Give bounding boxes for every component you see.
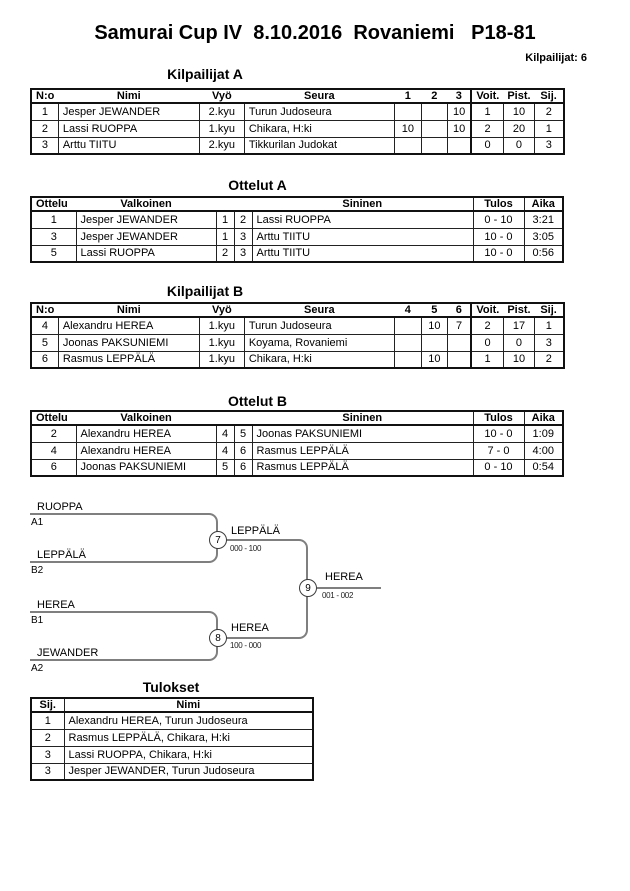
table-cell: Alexandru HEREA	[76, 425, 216, 442]
table-cell	[447, 334, 471, 351]
column-header: Sininen	[252, 411, 473, 425]
table-cell: 2	[234, 211, 252, 228]
table-cell: 0	[471, 334, 503, 351]
table-cell: 3	[535, 334, 564, 351]
table-cell: 2.kyu	[199, 137, 244, 154]
match-9-score: 001 - 002	[322, 591, 354, 600]
table-cell: 4:00	[524, 442, 563, 459]
table-cell: Arttu TIITU	[58, 137, 199, 154]
table-cell: Alexandru HEREA	[76, 442, 216, 459]
table-cell: Chikara, H:ki	[244, 351, 394, 368]
table-cell: Lassi RUOPPA	[252, 211, 473, 228]
table-cell: 1	[31, 712, 64, 729]
column-header: 6	[447, 303, 471, 317]
table-row	[31, 712, 313, 729]
table-cell: 1.kyu	[199, 120, 244, 137]
table-cell: Jesper JEWANDER	[76, 211, 216, 228]
bracket-slot-seed: A2	[31, 663, 44, 674]
table-cell: 0:56	[524, 245, 563, 262]
column-header: 3	[447, 89, 471, 103]
table-cell: 10	[503, 351, 534, 368]
table-cell: 10	[421, 317, 447, 334]
match-8-winner: HEREA	[231, 622, 269, 634]
table-cell: 1:09	[524, 425, 563, 442]
match-9-winner: HEREA	[325, 571, 363, 583]
table-row	[31, 729, 313, 746]
table-cell: Koyama, Rovaniemi	[244, 334, 394, 351]
match-9-circle: 9	[299, 579, 317, 597]
ottelut-b-table	[30, 410, 564, 477]
table-cell: Joonas PAKSUNIEMI	[76, 459, 216, 476]
table-cell	[394, 317, 421, 334]
column-header: Ottelu	[31, 197, 76, 211]
table-cell	[421, 120, 447, 137]
table-cell: 3	[234, 245, 252, 262]
tulokset-table	[30, 697, 314, 781]
table-cell	[394, 334, 421, 351]
column-header: Sij.	[31, 698, 64, 712]
column-header: N:o	[31, 89, 58, 103]
table-cell: 1	[216, 228, 234, 245]
table-cell	[421, 137, 447, 154]
column-header: Vyö	[199, 89, 244, 103]
column-header: Nimi	[58, 89, 199, 103]
table-cell: Rasmus LEPPÄLÄ, Chikara, H:ki	[64, 729, 313, 746]
table-cell: 4	[216, 442, 234, 459]
table-row	[31, 763, 313, 780]
section-title-tulokset: Tulokset	[142, 679, 200, 695]
table-row	[31, 351, 564, 368]
bracket-slot-name: HEREA	[37, 599, 75, 611]
table-cell	[394, 351, 421, 368]
table-cell: Alexandru HEREA	[58, 317, 199, 334]
column-header: Voit.	[471, 89, 503, 103]
table-cell: 10	[394, 120, 421, 137]
table-cell	[394, 103, 421, 120]
column-header: Aika	[524, 197, 563, 211]
table-cell: 3	[31, 763, 64, 780]
column-header: Nimi	[58, 303, 199, 317]
column-header: Valkoinen	[76, 411, 216, 425]
column-header: 5	[421, 303, 447, 317]
table-cell: Chikara, H:ki	[244, 120, 394, 137]
table-row	[31, 245, 563, 262]
table-cell: 1	[535, 317, 564, 334]
table-cell: 2.kyu	[199, 103, 244, 120]
table-cell: 1	[471, 351, 503, 368]
column-header: Aika	[524, 411, 563, 425]
table-row	[31, 211, 563, 228]
table-cell: 5	[234, 425, 252, 442]
column-header	[234, 197, 252, 211]
table-row	[31, 459, 563, 476]
table-cell: 3:05	[524, 228, 563, 245]
match-7-winner: LEPPÄLÄ	[231, 525, 280, 537]
column-header	[216, 411, 234, 425]
table-cell: Lassi RUOPPA	[58, 120, 199, 137]
table-cell: 10	[447, 120, 471, 137]
table-cell: Lassi RUOPPA, Chikara, H:ki	[64, 746, 313, 763]
column-header: Voit.	[471, 303, 503, 317]
table-cell: 5	[216, 459, 234, 476]
table-cell: 2	[535, 351, 564, 368]
table-cell: 3	[535, 137, 564, 154]
bracket-slot-seed: B1	[31, 615, 44, 626]
table-cell: 1.kyu	[199, 334, 244, 351]
table-cell: 17	[503, 317, 534, 334]
table-cell: Turun Judoseura	[244, 317, 394, 334]
kilpailijat-b-table	[30, 302, 565, 369]
table-cell: 10	[447, 103, 471, 120]
table-cell: 10 - 0	[473, 245, 524, 262]
table-row	[31, 317, 564, 334]
table-cell: 1	[535, 120, 564, 137]
section-title-ottelut-a: Ottelut A	[228, 177, 287, 193]
table-cell: 2	[31, 729, 64, 746]
bracket-slot-seed: B2	[31, 565, 44, 576]
table-cell	[447, 137, 471, 154]
match-7-circle: 7	[209, 531, 227, 549]
table-cell: 1.kyu	[199, 351, 244, 368]
table-row	[31, 334, 564, 351]
table-row	[31, 137, 564, 154]
table-cell: 3	[31, 137, 58, 154]
table-row	[31, 442, 563, 459]
column-header: N:o	[31, 303, 58, 317]
table-cell: 3	[234, 228, 252, 245]
match-8-score: 100 - 000	[230, 641, 262, 650]
column-header: 1	[394, 89, 421, 103]
table-cell: 2	[31, 120, 58, 137]
table-cell: 2	[471, 317, 503, 334]
table-cell: Rasmus LEPPÄLÄ	[252, 442, 473, 459]
table-cell	[421, 103, 447, 120]
table-cell: 7 - 0	[473, 442, 524, 459]
table-cell: 3	[31, 746, 64, 763]
bracket-slot-name: JEWANDER	[37, 647, 99, 659]
table-cell: 6	[234, 459, 252, 476]
column-header: Tulos	[473, 197, 524, 211]
column-header	[216, 197, 234, 211]
table-cell: 2	[216, 245, 234, 262]
section-title-ottelut-b: Ottelut B	[227, 393, 288, 409]
table-cell: 1.kyu	[199, 317, 244, 334]
table-cell: 10 - 0	[473, 228, 524, 245]
competitor-count-label: Kilpailijat: 6	[525, 52, 587, 64]
table-cell: 2	[471, 120, 503, 137]
section-title-kilpailijat-a: Kilpailijat A	[167, 66, 243, 82]
table-cell: 0:54	[524, 459, 563, 476]
column-header	[234, 411, 252, 425]
table-cell: 6	[31, 351, 58, 368]
table-cell: 5	[31, 245, 76, 262]
table-cell: 6	[234, 442, 252, 459]
column-header: Pist.	[503, 303, 534, 317]
column-header: Vyö	[199, 303, 244, 317]
bracket-slot-name: RUOPPA	[37, 501, 83, 513]
table-cell: 3:21	[524, 211, 563, 228]
ottelut-a-table	[30, 196, 564, 263]
column-header: Seura	[244, 89, 394, 103]
match-7-score: 000 - 100	[230, 544, 262, 553]
table-cell: 20	[503, 120, 534, 137]
table-cell: 10	[503, 103, 534, 120]
table-cell: 1	[216, 211, 234, 228]
table-row	[31, 746, 313, 763]
section-title-kilpailijat-b: Kilpailijat B	[166, 283, 244, 299]
table-row	[31, 120, 564, 137]
column-header: Seura	[244, 303, 394, 317]
table-cell: 1	[31, 103, 58, 120]
table-cell: Rasmus LEPPÄLÄ	[252, 459, 473, 476]
table-cell	[447, 351, 471, 368]
kilpailijat-a-table	[30, 88, 565, 155]
table-cell: 4	[31, 317, 58, 334]
column-header: Sij.	[535, 303, 564, 317]
table-cell: 10	[421, 351, 447, 368]
table-cell: Turun Judoseura	[244, 103, 394, 120]
table-cell: 4	[216, 425, 234, 442]
table-cell: 10 - 0	[473, 425, 524, 442]
table-row	[31, 228, 563, 245]
table-cell: 3	[31, 228, 76, 245]
bracket-slot-name: LEPPÄLÄ	[37, 549, 86, 561]
column-header: Valkoinen	[76, 197, 216, 211]
table-cell: 0	[503, 334, 534, 351]
table-cell: Lassi RUOPPA	[76, 245, 216, 262]
table-cell	[421, 334, 447, 351]
column-header: 2	[421, 89, 447, 103]
table-cell	[394, 137, 421, 154]
table-row	[31, 425, 563, 442]
table-cell: Arttu TIITU	[252, 228, 473, 245]
bracket-winner-line	[317, 587, 381, 589]
table-cell: 6	[31, 459, 76, 476]
table-row	[31, 103, 564, 120]
table-cell: 0 - 10	[473, 211, 524, 228]
table-cell: 1	[471, 103, 503, 120]
table-cell: Joonas PAKSUNIEMI	[58, 334, 199, 351]
page-title: Samurai Cup IV 8.10.2016 Rovaniemi P18-81	[94, 22, 536, 44]
table-cell: Arttu TIITU	[252, 245, 473, 262]
column-header: Sininen	[252, 197, 473, 211]
column-header: Sij.	[535, 89, 564, 103]
bracket-slot-seed: A1	[31, 517, 44, 528]
table-cell: Tikkurilan Judokat	[244, 137, 394, 154]
table-cell: 4	[31, 442, 76, 459]
table-cell: 0	[503, 137, 534, 154]
column-header: Pist.	[503, 89, 534, 103]
table-cell: 2	[31, 425, 76, 442]
table-cell: 0 - 10	[473, 459, 524, 476]
column-header: Nimi	[64, 698, 313, 712]
table-cell: 0	[471, 137, 503, 154]
table-cell: 5	[31, 334, 58, 351]
table-cell: Joonas PAKSUNIEMI	[252, 425, 473, 442]
table-cell: Alexandru HEREA, Turun Judoseura	[64, 712, 313, 729]
table-cell: Jesper JEWANDER, Turun Judoseura	[64, 763, 313, 780]
column-header: Ottelu	[31, 411, 76, 425]
match-8-circle: 8	[209, 629, 227, 647]
table-cell: 7	[447, 317, 471, 334]
table-cell: Jesper JEWANDER	[76, 228, 216, 245]
column-header: Tulos	[473, 411, 524, 425]
table-cell: Jesper JEWANDER	[58, 103, 199, 120]
table-cell: Rasmus LEPPÄLÄ	[58, 351, 199, 368]
table-cell: 1	[31, 211, 76, 228]
column-header: 4	[394, 303, 421, 317]
table-cell: 2	[535, 103, 564, 120]
